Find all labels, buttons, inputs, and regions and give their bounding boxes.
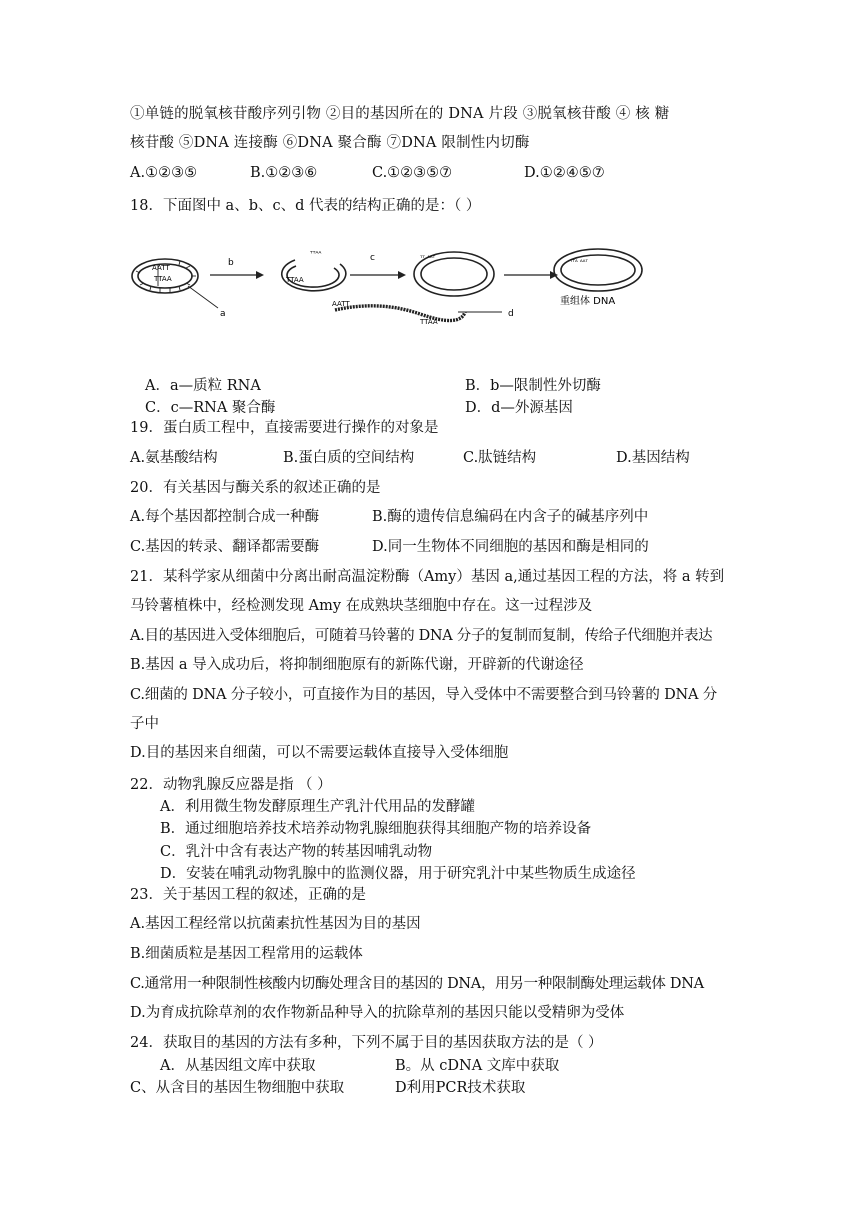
sticky-end-label: ᵀᵀᴬᴬ: [310, 250, 322, 258]
recombinant-plasmid: [554, 249, 642, 291]
q20-stem: 20．有关基因与酶关系的叙述正确的是: [130, 480, 381, 496]
q18-option-a: A．a—质粒 RNA: [145, 378, 261, 394]
sticky-end-label: ᵀᵀ ᴬᴬᵀ: [420, 254, 436, 262]
q24-stem: 24．获取目的基因的方法有多种，下列不属于目的基因获取方法的是（ ）: [130, 1035, 603, 1051]
arrow-head-icon: [398, 271, 406, 279]
q17-options-line2: 核苷酸 ⑤DNA 连接酶 ⑥DNA 聚合酶 ⑦DNA 限制性内切酶: [130, 135, 530, 151]
q20-option-a: A.每个基因都控制合成一种酶: [130, 509, 320, 525]
q19-choice-a: A.氨基酸结构: [130, 450, 218, 466]
sequence-label: TTAA: [420, 318, 438, 326]
q19-choice-c: C.肽链结构: [463, 450, 537, 466]
q20-option-c: C.基因的转录、翻译都需要酶: [130, 539, 320, 555]
label-c: c: [370, 253, 375, 263]
q21-option-b: B.基因 a 导入成功后，将抑制细胞原有的新陈代谢，开辟新的代谢途径: [130, 657, 584, 673]
sequence-label: AATT: [332, 300, 350, 308]
q21-option-d: D.目的基因来自细菌，可以不需要运载体直接导入受体细胞: [130, 745, 509, 761]
q23-option-c: C.通常用一种限制性核酸内切酶处理含目的基因的 DNA，用另一种限制酶处理运载体 DNA: [130, 976, 704, 992]
q22-option-c: C．乳汁中含有表达产物的转基因哺乳动物: [160, 844, 433, 860]
q23-stem: 23．关于基因工程的叙述，正确的是: [130, 887, 366, 903]
sequence-label: TTAA: [286, 276, 304, 284]
q21-option-c-line1: C.细菌的 DNA 分子较小，可直接作为目的基因，导入受体中不需要整合到马铃薯的 DNA 分: [130, 687, 717, 703]
q21-option-a: A.目的基因进入受体细胞后，可随着马铃薯的 DNA 分子的复制而复制，传给子代细胞并表达: [130, 628, 713, 644]
q17-options-line1: ①单链的脱氧核苷酸序列引物 ②目的基因所在的 DNA 片段 ③脱氧核苷酸 ④ 核 糖: [130, 106, 670, 122]
q22-option-d: D．安装在哺乳动物乳腺中的监测仪器，用于研究乳汁中某些物质生成途径: [160, 866, 636, 882]
label-b: b: [228, 258, 234, 268]
q24-option-d: D利用PCR技术获取: [395, 1080, 526, 1096]
q19-choice-b: B.蛋白质的空间结构: [283, 450, 415, 466]
q23-option-a: A.基因工程经常以抗菌素抗性基因为目的基因: [130, 916, 421, 932]
q17-choice-d: D.①②④⑤⑦: [524, 165, 605, 181]
q18-stem: 18．下面图中 a、b、c、d 代表的结构正确的是：（ ）: [130, 198, 481, 214]
q18-option-c: C．c—RNA 聚合酶: [145, 400, 276, 416]
q20-option-d: D.同一生物体不同细胞的基因和酶是相同的: [372, 539, 649, 555]
sticky-end-label: ᵀᵀᴬ ᴬᴬᵀ: [570, 258, 588, 266]
recombinant-dna-diagram: [120, 238, 680, 338]
q21-option-c-line2: 子中: [130, 716, 159, 732]
q18-option-d: D．d—外源基因: [465, 400, 573, 416]
q24-option-b: B。从 cDNA 文库中获取: [395, 1058, 560, 1074]
label-d: d: [508, 309, 514, 319]
q23-option-b: B.细菌质粒是基因工程常用的运载体: [130, 946, 363, 962]
q20-option-b: B.酶的遗传信息编码在内含子的碱基序列中: [372, 509, 649, 525]
q17-choice-c: C.①②③⑤⑦: [372, 165, 453, 181]
q17-choice-a: A.①②③⑤: [130, 165, 198, 181]
pointer-line-a: [188, 286, 218, 308]
sequence-label: AATT: [152, 264, 170, 272]
recombinant-dna-caption: 重组体 DNA: [560, 296, 616, 307]
q23-option-d: D.为育成抗除草剂的农作物新品种导入的抗除草剂的基因只能以受精卵为受体: [130, 1005, 625, 1021]
q24-option-a: A．从基因组文库中获取: [160, 1058, 316, 1074]
q21-stem-line2: 马铃薯植株中，经检测发现 Amy 在成熟块茎细胞中存在。这一过程涉及: [130, 598, 593, 614]
q17-choice-b: B.①②③⑥: [250, 165, 318, 181]
arrow-head-icon: [256, 271, 264, 279]
q19-choice-d: D.基因结构: [616, 450, 690, 466]
q21-stem-line1: 21．某科学家从细菌中分离出耐高温淀粉酶（Amy）基因 a,通过基因工程的方法，将 a 转到: [130, 569, 725, 585]
q22-option-b: B．通过细胞培养技术培养动物乳腺细胞获得其细胞产物的培养设备: [160, 821, 592, 837]
q18-option-b: B．b—限制性外切酶: [465, 378, 601, 394]
q22-stem: 22．动物乳腺反应器是指 （ ）: [130, 777, 332, 793]
label-a: a: [220, 309, 226, 319]
q22-option-a: A．利用微生物发酵原理生产乳汁代用品的发酵罐: [160, 799, 475, 815]
sequence-label: TTAA: [154, 275, 172, 283]
q24-option-c: C、从含目的基因生物细胞中获取: [130, 1080, 345, 1096]
foreign-gene-strand: [335, 306, 465, 321]
q19-stem: 19．蛋白质工程中，直接需要进行操作的对象是: [130, 420, 439, 436]
